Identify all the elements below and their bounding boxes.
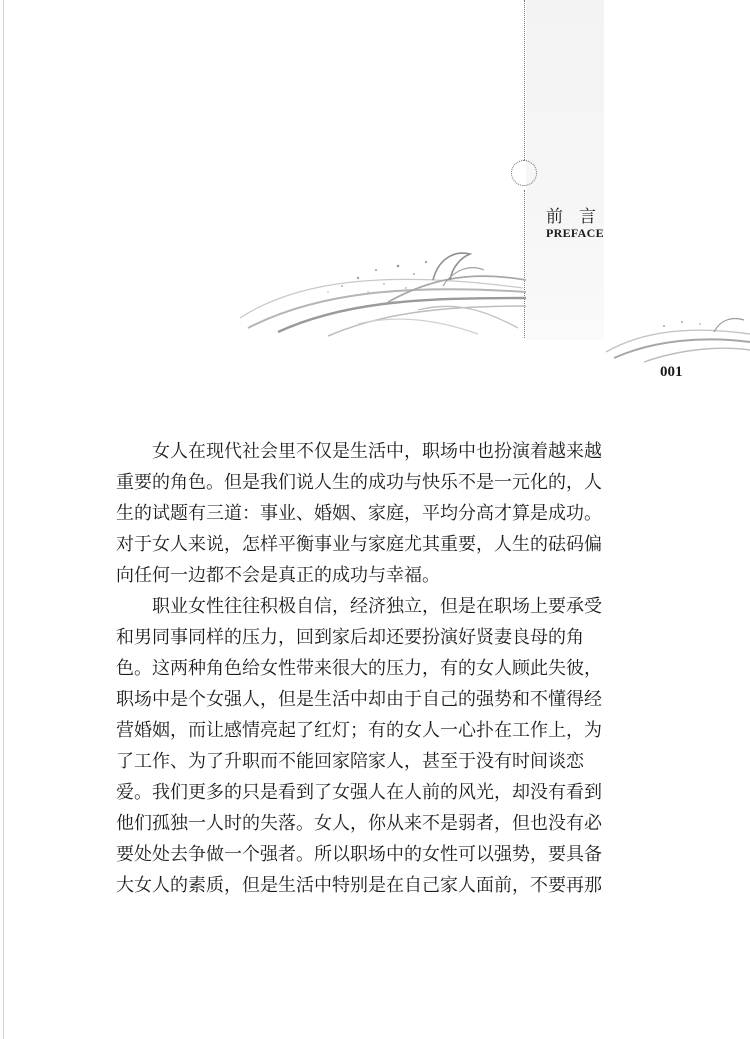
text-line: 对于女人来说，怎样平衡事业与家庭尤其重要，人生的砝码偏 [116,534,602,555]
text-line: 大女人的素质，但是生活中特别是在自己家人面前，不要再那 [116,875,602,896]
dotted-circle-ornament [511,160,537,186]
swirl-ornament [238,240,528,340]
text-line: 女人在现代社会里不仅是生活中，职场中也扮演着越来越 [152,441,602,462]
dotted-divider-top [524,0,525,160]
text-line: 生的试题有三道：事业、婚姻、家庭，平均分高才算是成功。 [116,503,602,524]
text-line: 向任何一边都不会是真正的成功与幸福。 [116,565,440,586]
text-line: 爱。我们更多的只是看到了女强人在人前的风光，却没有看到 [116,782,602,803]
chapter-title: 前言 [546,207,612,227]
text-line: 和男同事同样的压力，回到家后却还要扮演好贤妻良母的角 [116,627,584,648]
text-line: 了工作、为了升职而不能回家陪家人，甚至于没有时间谈恋 [116,751,584,772]
header-panel [526,0,604,340]
chapter-subtitle: PREFACE [546,226,604,240]
text-line: 职业女性往往积极自信，经济独立，但是在职场上要承受 [152,596,602,617]
text-line: 营婚姻，而让感情亮起了红灯；有的女人一心扑在工作上，为 [116,720,602,741]
text-line: 职场中是个女强人，但是生活中却由于自己的强势和不懂得经 [116,689,602,710]
page-edge-line [3,0,4,1039]
text-line: 重要的角色。但是我们说人生的成功与快乐不是一元化的，人 [116,472,602,493]
text-line: 要处处去争做一个强者。所以职场中的女性可以强势，要具备 [116,844,602,865]
text-line: 色。这两种角色给女性带来很大的压力，有的女人顾此失彼， [116,658,602,679]
page-number: 001 [660,364,683,380]
swirl-ornament-small [604,312,750,364]
preface-body [116,436,616,901]
text-line: 他们孤独一人时的失落。女人，你从来不是弱者，但也没有必 [116,813,602,834]
